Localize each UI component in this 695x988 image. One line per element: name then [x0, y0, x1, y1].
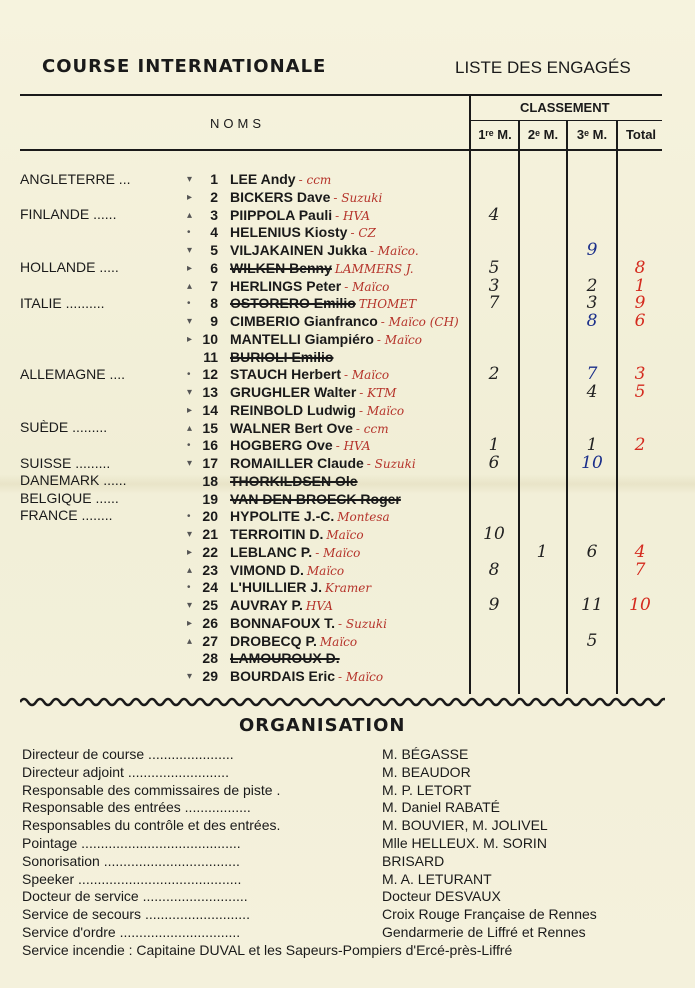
country-label: ITALIE ..........: [20, 295, 105, 311]
rider-name: HYPOLITE J.-C.: [230, 508, 335, 524]
score-m3: 5: [586, 631, 598, 651]
rider-number: 11: [203, 349, 218, 365]
rider-name: LEBLANC P.: [230, 544, 313, 560]
organisation-role: Service d'ordre ...............................: [22, 924, 241, 940]
score-m3: 9: [586, 240, 598, 260]
rider-bike-note: - Maïco: [376, 333, 422, 347]
rider-name-row: [230, 224, 376, 240]
rider-bike-note: - Maïco (CH): [380, 315, 459, 329]
score-m1: 9: [488, 595, 500, 615]
rider-bike-note: - Maïco: [343, 368, 390, 382]
rider-number: 17: [202, 455, 218, 471]
rider-bike-note: Maïco: [326, 528, 364, 542]
header-top-rule: [20, 94, 662, 96]
organisation-role: Pointage .........................................: [22, 835, 241, 851]
col-header-m1: 1ʳᵉ M.: [478, 127, 512, 142]
rider-name: BOURDAIS Eric: [230, 668, 336, 684]
rider-name-row: [230, 171, 331, 187]
score-m3: 1: [586, 435, 598, 455]
col-header-m3: 3ᵉ M.: [576, 127, 608, 142]
rider-name-row: [230, 473, 358, 489]
rider-name: BURIOLI Emilio: [230, 349, 334, 365]
rider-name: MANTELLI Giampiéro: [230, 331, 374, 347]
rider-name: L'HUILLIER J.: [230, 579, 322, 595]
rider-name: OSTORERO Emilio: [230, 295, 356, 311]
rider-bike-note: THOMET: [358, 297, 417, 311]
rider-name-row: [230, 508, 390, 524]
rider-name: VILJAKAINEN Jukka: [230, 242, 367, 258]
column-divider: [518, 121, 520, 694]
rider-name-row: [230, 384, 396, 400]
rider-number: 24: [202, 579, 218, 595]
rider-number: 18: [202, 473, 218, 489]
rider-name-row: [230, 650, 340, 666]
rider-number: 28: [202, 650, 218, 666]
score-m2: 1: [536, 542, 548, 562]
rider-bike-note: - KTM: [359, 386, 397, 400]
rider-number: 15: [202, 420, 218, 436]
rider-number: 7: [210, 278, 218, 294]
rider-name: STAUCH Herbert: [230, 366, 341, 382]
rider-bullet: ▴: [187, 281, 193, 292]
score-m1: 1: [488, 435, 500, 455]
rider-number: 9: [210, 313, 218, 329]
rider-number: 6: [210, 260, 218, 276]
rider-number: 1: [210, 171, 218, 187]
rider-name: HELENIUS Kiosty: [230, 224, 348, 240]
country-label: BELGIQUE ......: [20, 490, 119, 506]
rider-number: 19: [202, 491, 218, 507]
rider-name: CIMBERIO Gianfranco: [230, 313, 378, 329]
rider-name-row: [230, 562, 344, 578]
score-m1: 2: [488, 364, 500, 384]
rider-number: 13: [202, 384, 218, 400]
rider-number: 25: [202, 597, 218, 613]
rider-name: PIIPPOLA Pauli: [230, 207, 333, 223]
score-total: 6: [634, 311, 646, 331]
country-label: SUISSE .........: [20, 455, 111, 471]
score-m1: 5: [488, 258, 500, 278]
organisation-person: Gendarmerie de Liffré et Rennes: [382, 924, 586, 940]
rider-name: THORKILDSEN Ole: [230, 473, 358, 489]
rider-name-row: [230, 597, 333, 613]
noms-header: NOMS: [210, 116, 265, 131]
rider-bike-note: HVA: [305, 599, 333, 613]
country-label: SUÈDE .........: [20, 419, 108, 435]
rider-name-row: [230, 633, 357, 649]
rider-bike-note: Kramer: [325, 581, 372, 595]
country-label: HOLLANDE .....: [20, 259, 119, 275]
organisation-person: Croix Rouge Française de Rennes: [382, 906, 597, 923]
score-m3: 8: [586, 311, 598, 331]
rider-name: LEE Andy: [230, 171, 296, 187]
column-divider: [616, 121, 618, 694]
rider-name-row: [230, 349, 333, 365]
rider-bike-note: - Suzuki: [366, 457, 416, 471]
rider-bike-note: - CZ: [350, 226, 376, 240]
organisation-person: Mlle HELLEUX. M. SORIN: [382, 835, 547, 851]
country-label: DANEMARK ......: [20, 472, 127, 488]
rider-number: 8: [210, 295, 218, 311]
col-header-total: Total: [625, 127, 657, 142]
score-total: 10: [629, 595, 651, 615]
organisation-person: M. Daniel RABATÉ: [382, 799, 500, 816]
score-m1: 4: [488, 205, 500, 225]
rider-bike-note: - Maïco: [338, 670, 384, 684]
score-total: 2: [634, 435, 646, 455]
rider-name: HOGBERG Ove: [230, 437, 333, 453]
score-total: 5: [634, 382, 646, 402]
rider-name: WALNER Bert Ove: [230, 420, 353, 436]
rider-bike-note: - HVA: [335, 439, 371, 453]
organisation-footer-text: Service incendie : Capitaine DUVAL et les Sapeurs-Pompiers d'Ercé-près-Liffré: [22, 942, 513, 958]
rider-number: 12: [202, 366, 218, 382]
rider-name-row: [230, 437, 371, 453]
rider-bike-note: - Suzuki: [333, 191, 383, 205]
rider-number: 2: [210, 189, 218, 205]
organisation-role: Speeker ..........................................: [22, 870, 242, 887]
rider-name-row: [230, 207, 370, 223]
rider-bullet: ▸: [187, 547, 193, 558]
column-divider: [566, 121, 568, 694]
rider-name: ROMAILLER Claude: [230, 455, 364, 471]
score-m3: 10: [581, 453, 603, 473]
organisation-person: BRISARD: [382, 852, 445, 869]
rider-bike-note: Montesa: [337, 510, 390, 524]
rider-name-row: [230, 331, 422, 347]
score-total: 3: [634, 364, 646, 384]
rider-bullet: ▾: [187, 245, 193, 256]
organisation-role: Service de secours ...........................: [22, 906, 250, 923]
rider-number: 22: [202, 544, 218, 560]
rider-bike-note: - Maïco: [359, 404, 405, 418]
page-subtitle: LISTE DES ENGAGÉS: [455, 58, 631, 77]
rider-bike-note: - Suzuki: [338, 617, 387, 631]
country-label: ALLEMAGNE ....: [20, 366, 126, 382]
rider-bike-note: - ccm: [355, 422, 389, 436]
rider-number: 29: [202, 668, 218, 684]
score-m1: 7: [488, 293, 500, 313]
organisation-role: Responsables du contrôle et des entrées.: [22, 817, 281, 834]
rider-name-row: [230, 295, 416, 311]
organisation-role: Directeur adjoint ..........................: [22, 763, 229, 780]
score-m1: 8: [488, 560, 500, 580]
rider-name-row: [230, 366, 389, 382]
rider-number: 4: [210, 224, 218, 240]
rider-bullet: •: [187, 369, 191, 380]
rider-name: VAN DEN BROECK Roger: [230, 491, 401, 507]
rider-name-row: [230, 455, 416, 471]
rider-number: 16: [202, 437, 218, 453]
rider-bullet: •: [187, 440, 191, 451]
rider-name-row: [230, 189, 382, 205]
rider-bike-note: Maïco: [319, 635, 358, 649]
organisation-role: Directeur de course ......................: [22, 746, 234, 762]
score-m3: 11: [581, 595, 603, 615]
organisation-role: Docteur de service ...........................: [22, 888, 248, 905]
rider-name-row: [230, 420, 389, 436]
rider-bullet: ▴: [187, 636, 193, 647]
rider-bike-note: LAMMERS J.: [334, 262, 414, 276]
rider-bullet: ▸: [187, 263, 193, 274]
organisation-person: M. BÉGASSE: [382, 746, 469, 762]
rider-name: TERROITIN D.: [230, 526, 324, 542]
rider-bullet: ▴: [187, 210, 193, 221]
rider-name-row: [230, 313, 459, 329]
score-total: 9: [634, 293, 646, 313]
rider-number: 10: [202, 331, 218, 347]
rider-bullet: ▾: [187, 529, 193, 540]
organisation-person: M. BEAUDOR: [382, 763, 471, 780]
rider-bike-note: - ccm: [298, 173, 332, 187]
rider-bullet: ▾: [187, 174, 193, 185]
rider-name: HERLINGS Peter: [230, 278, 342, 294]
organisation-role: Responsable des commissaires de piste .: [22, 781, 281, 798]
column-divider: [469, 96, 471, 694]
organisation-person: M. BOUVIER, M. JOLIVEL: [382, 817, 548, 834]
score-total: 8: [634, 258, 646, 278]
rider-number: 27: [202, 633, 218, 649]
score-m3: 3: [586, 293, 598, 313]
rider-number: 14: [202, 402, 218, 418]
rider-number: 23: [202, 562, 218, 578]
rider-number: 20: [202, 508, 218, 524]
rider-bullet: ▾: [187, 671, 193, 682]
rider-name: DROBECQ P.: [230, 633, 317, 649]
rider-bullet: ▾: [187, 387, 193, 398]
rider-name: BICKERS Dave: [230, 189, 331, 205]
score-m3: 2: [586, 276, 598, 296]
rider-bullet: ▸: [187, 334, 193, 345]
wavy-separator: [20, 696, 665, 708]
rider-name-row: [230, 579, 371, 595]
rider-name-row: [230, 526, 364, 542]
rider-bullet: ▸: [187, 405, 193, 416]
organisation-role: Responsable des entrées .................: [22, 799, 251, 816]
country-label: FINLANDE ......: [20, 206, 117, 222]
score-m3: 6: [586, 542, 598, 562]
organisation-person: Docteur DESVAUX: [382, 888, 501, 905]
rider-bike-note: - Maïco.: [369, 244, 419, 258]
rider-bullet: ▴: [187, 423, 193, 434]
rider-number: 26: [202, 615, 218, 631]
rider-number: 5: [210, 242, 218, 258]
rider-name-row: [230, 615, 387, 631]
rider-bullet: •: [187, 298, 191, 309]
rider-name-row: [230, 491, 401, 507]
score-m1: 10: [483, 524, 505, 544]
rider-name: BONNAFOUX T.: [230, 615, 335, 631]
score-m3: 4: [586, 382, 598, 402]
rider-bullet: ▴: [187, 565, 193, 576]
rider-name-row: [230, 260, 414, 276]
rider-bullet: •: [187, 227, 191, 238]
rider-bullet: •: [187, 511, 191, 522]
score-total: 4: [634, 542, 646, 562]
rider-name: REINBOLD Ludwig: [230, 402, 356, 418]
score-m1: 3: [488, 276, 500, 296]
rider-name: LAMOUROUX D.: [230, 650, 340, 666]
score-total: 7: [634, 560, 646, 580]
organisation-title: ORGANISATION: [239, 715, 406, 736]
rider-name-row: [230, 668, 383, 684]
rider-bike-note: - HVA: [335, 209, 371, 223]
score-m3: 7: [586, 364, 598, 384]
rider-name-row: [230, 544, 360, 560]
rider-bullet: ▸: [187, 618, 193, 629]
rider-name-row: [230, 242, 419, 258]
score-m1: 6: [488, 453, 500, 473]
rider-name-row: [230, 402, 404, 418]
organisation-person: M. P. LETORT: [382, 781, 472, 798]
score-total: 1: [634, 276, 646, 296]
rider-bike-note: Maïco: [306, 564, 345, 578]
col-header-m2: 2ᵉ M.: [527, 127, 559, 142]
organisation-role: Sonorisation ...................................: [22, 852, 240, 869]
rider-bike-note: - Maïco: [315, 546, 361, 560]
rider-bullet: ▾: [187, 458, 193, 469]
country-label: ANGLETERRE ...: [20, 171, 131, 187]
rider-bullet: ▾: [187, 600, 193, 611]
rider-name: AUVRAY P.: [230, 597, 303, 613]
rider-number: 3: [210, 207, 218, 223]
rider-name-row: [230, 278, 389, 294]
rider-bullet: ▸: [187, 192, 193, 203]
rider-bike-note: - Maïco: [344, 280, 390, 294]
rider-name: GRUGHLER Walter: [230, 384, 357, 400]
rider-name: WILKEN Benny: [230, 260, 332, 276]
country-label: FRANCE ........: [20, 507, 113, 523]
page-title: COURSE INTERNATIONALE: [42, 56, 327, 77]
rider-number: 21: [202, 526, 218, 542]
classement-header: CLASSEMENT: [520, 100, 610, 115]
organisation-person: M. A. LETURANT: [382, 870, 492, 887]
rider-name: VIMOND D.: [230, 562, 304, 578]
rider-bullet: •: [187, 582, 191, 593]
rider-bullet: ▾: [187, 316, 193, 327]
